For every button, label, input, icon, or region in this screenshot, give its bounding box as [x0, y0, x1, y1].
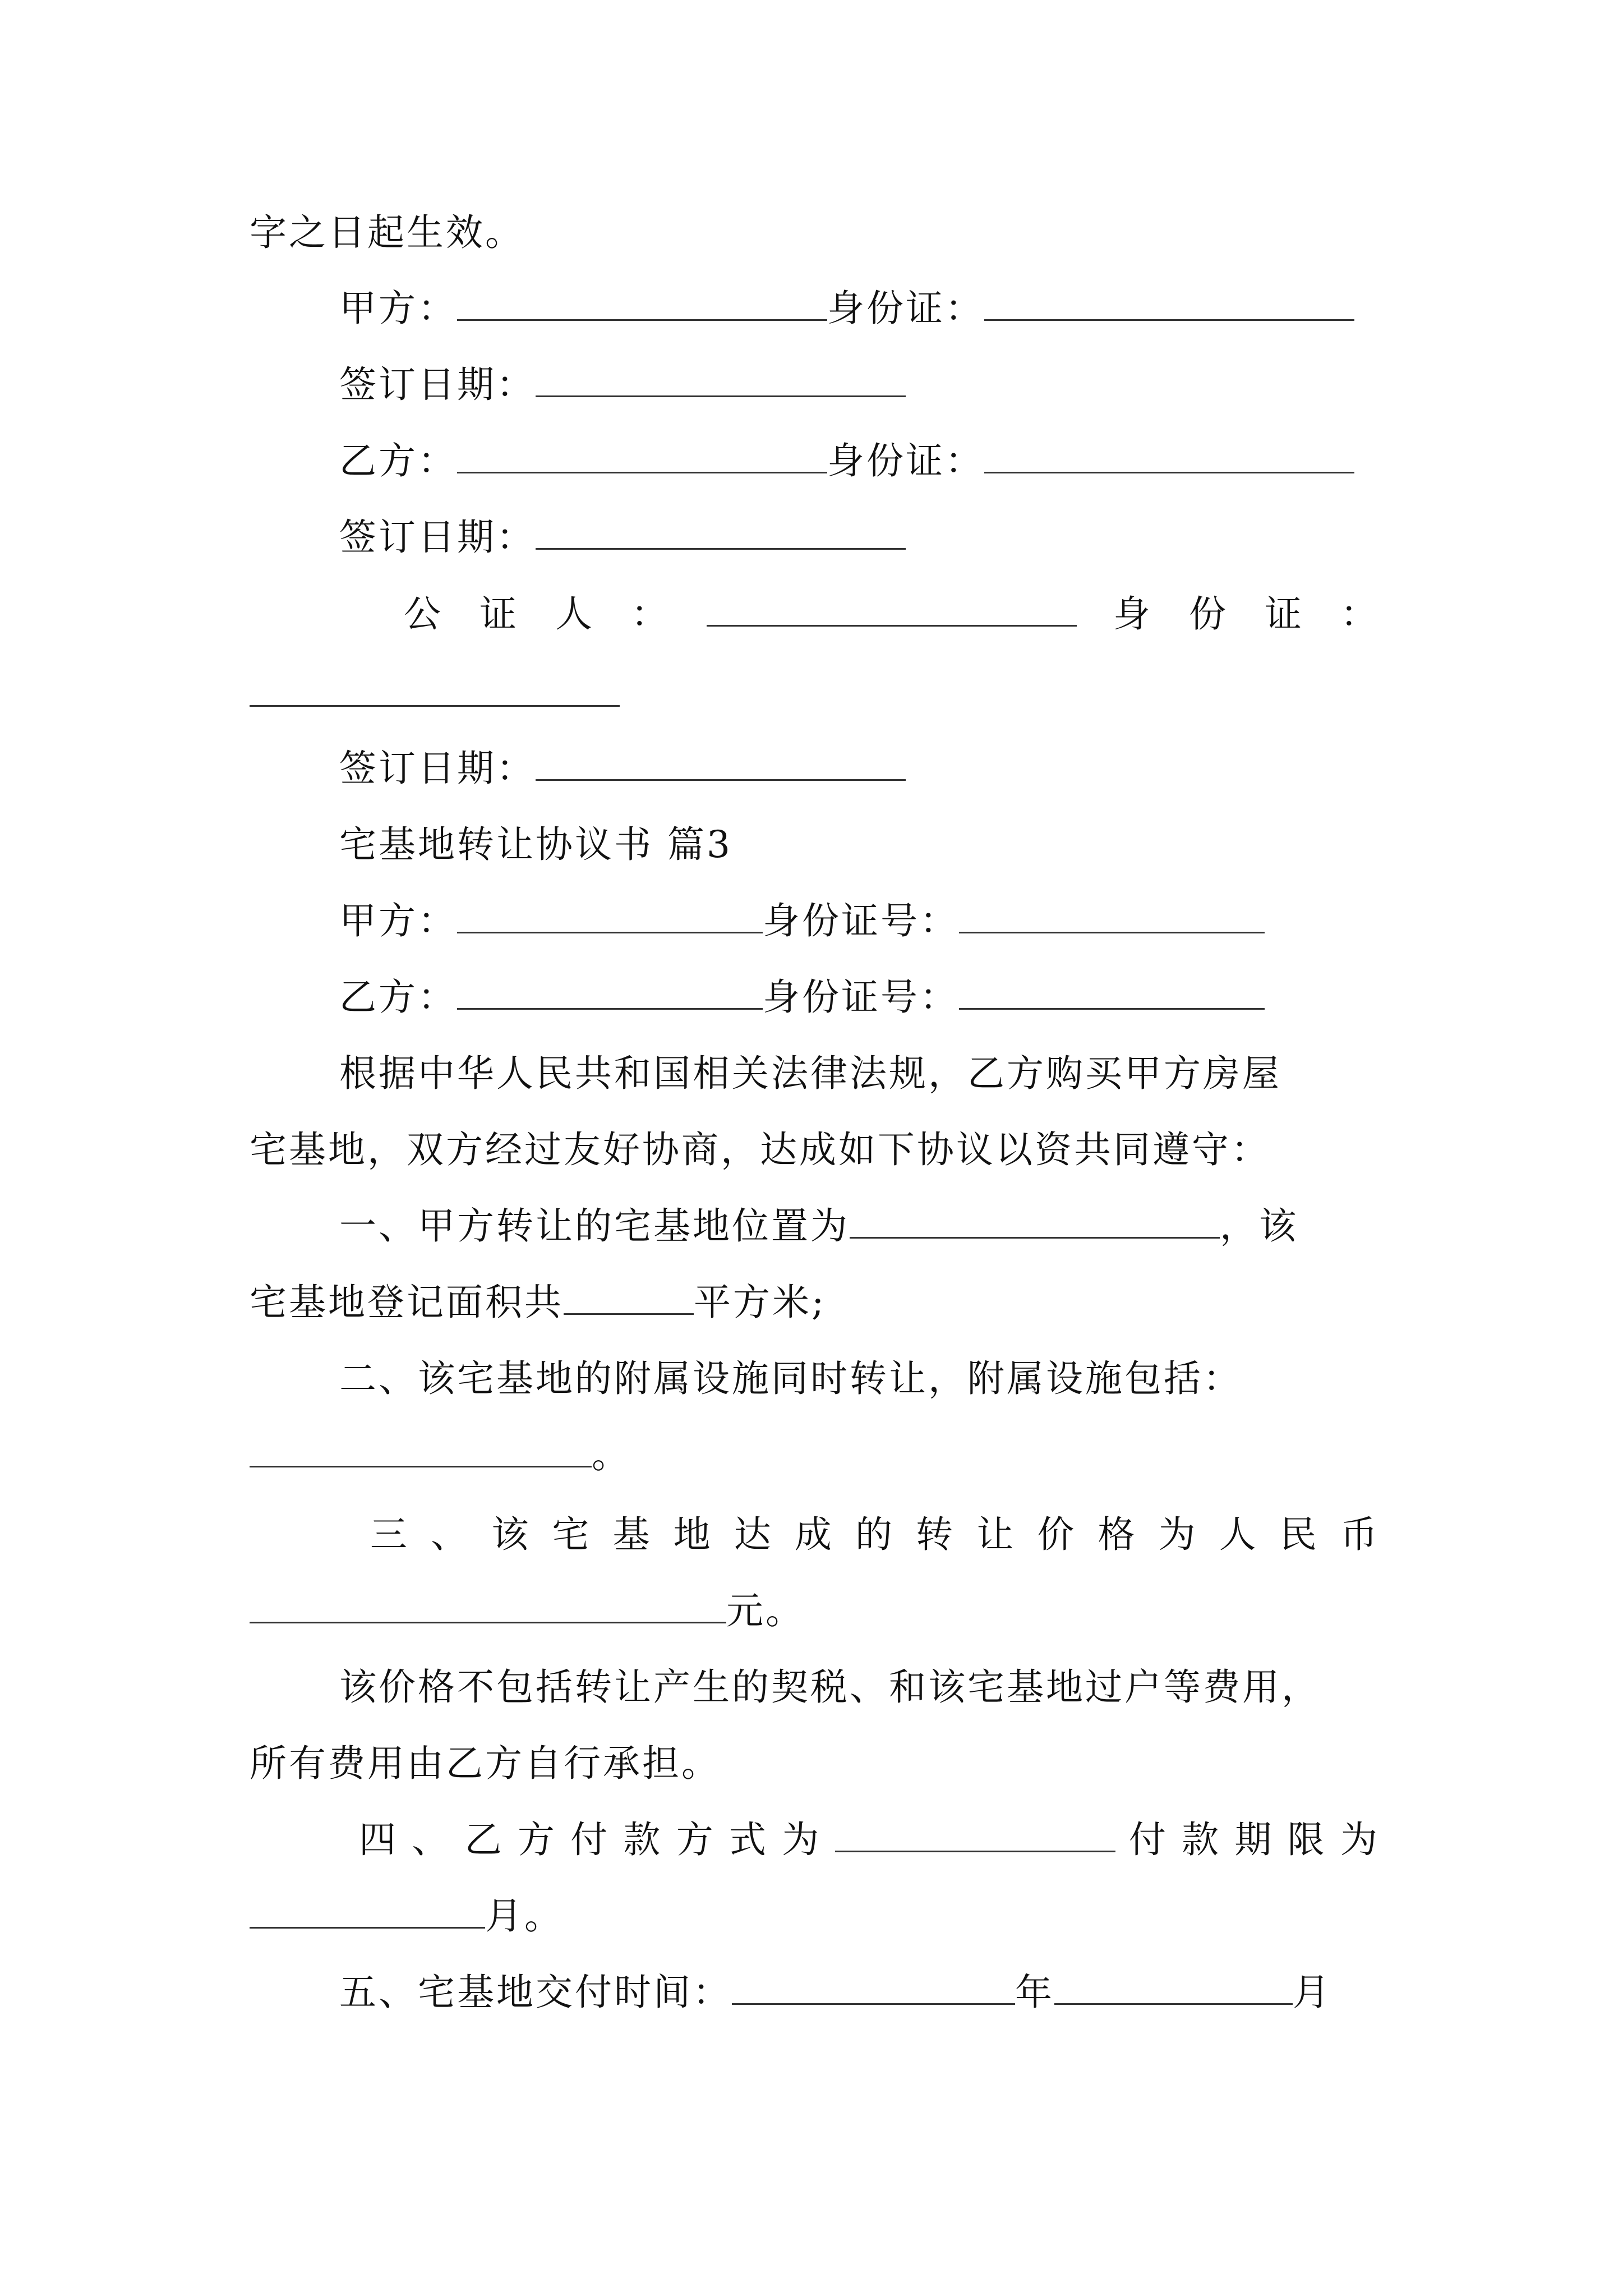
clause-1-line-1 [339, 1198, 1298, 1254]
char: 乙 [464, 1818, 504, 1861]
signature-date-b-line [339, 509, 906, 565]
price-note-line-1 [339, 1659, 1321, 1715]
clause-4-line-2 [250, 1888, 564, 1944]
clause-5-text: 五、宅基地交付时间： [339, 1971, 732, 2014]
blank-party-b-id-number [959, 972, 1265, 1010]
char: 款 [623, 1818, 663, 1861]
notary-line [404, 586, 1380, 642]
char: 达 [734, 1513, 773, 1556]
price-note-text-1: 该价格不包括转让产生的契税、和该宅基地过户等费用， [339, 1665, 1321, 1709]
blank-party-a-name [457, 896, 763, 933]
blank-party-a-id [984, 283, 1354, 321]
char: 该 [491, 1513, 531, 1556]
clause-2-line-1 [339, 1351, 1242, 1407]
blank-party-a-id-number [959, 896, 1265, 933]
blank-notary-id [250, 669, 620, 707]
blank-party-b-name [457, 972, 763, 1010]
blank-area [564, 1277, 694, 1315]
text: 字之日起生效。 [250, 211, 524, 254]
blank-facilities [250, 1430, 592, 1467]
price-note-text-2: 所有费用由乙方自行承担。 [250, 1742, 721, 1785]
char: 为 [1158, 1513, 1198, 1556]
char: 格 [1098, 1513, 1137, 1556]
blank-price [250, 1586, 726, 1623]
blank-party-a-signature [457, 283, 827, 321]
char: 价 [1037, 1513, 1077, 1556]
char: 宅 [552, 1513, 592, 1556]
char: 付 [1128, 1818, 1168, 1861]
signature-party-b-line [339, 433, 1354, 489]
label-party-a: 甲方： [339, 899, 457, 942]
char: 式 [728, 1818, 768, 1861]
char: 付 [570, 1818, 610, 1861]
intro-text-1: 根据中华人民共和国相关法律法规，乙方购买甲方房屋 [339, 1052, 1281, 1095]
char: 基 [612, 1513, 652, 1556]
clause-1-line-2 [250, 1274, 826, 1331]
clause-3-end: 元。 [726, 1589, 805, 1632]
clause-1-area-text: 宅基地登记面积共 [250, 1281, 564, 1324]
label-party-b: 乙方： [339, 439, 457, 482]
section-title-text: 宅基地转让协议书 篇3 [339, 823, 732, 866]
label-sign-date: 签订日期： [339, 747, 536, 790]
notary-date-line [339, 740, 906, 797]
clause-3-line-1 [370, 1507, 1380, 1563]
char: 证 [479, 592, 519, 636]
char: 份 [1189, 592, 1228, 636]
char: 人 [555, 592, 594, 636]
blank-delivery-month [1054, 1967, 1293, 2005]
clause-3-line-2 [250, 1583, 805, 1639]
intro-line-1 [339, 1046, 1281, 1102]
char: 让 [976, 1513, 1016, 1556]
char: ： [1340, 592, 1380, 636]
char: 为 [1340, 1818, 1380, 1861]
clause-2-text: 二、该宅基地的附属设施同时转让，附属设施包括： [339, 1357, 1242, 1400]
blank-notary-signature [707, 589, 1077, 627]
char: 身 [1113, 592, 1152, 636]
label-id: 身份证： [827, 287, 984, 330]
clause-5-year: 年 [1015, 1971, 1054, 2014]
char: 成 [794, 1513, 834, 1556]
clause-2-line-2 [250, 1427, 631, 1483]
char: 方 [676, 1818, 716, 1861]
label-party-a: 甲方： [339, 287, 457, 330]
char: 的 [855, 1513, 895, 1556]
clause-1-unit: 平方米; [694, 1281, 827, 1324]
party-b-line [339, 969, 1265, 1025]
label-sign-date: 签订日期： [339, 363, 536, 406]
char: 地 [673, 1513, 713, 1556]
clause-4-end: 月。 [485, 1894, 564, 1938]
char: 四 [359, 1818, 398, 1861]
char: 公 [404, 592, 443, 636]
intro-line-2 [250, 1122, 1270, 1178]
blank-sign-date-b [536, 512, 906, 550]
clause-1-text: 一、甲方转让的宅基地位置为 [339, 1204, 850, 1248]
signature-party-a-line [339, 280, 1354, 337]
label-id-number: 身份证号： [763, 899, 959, 942]
blank-payment-period [250, 1891, 485, 1929]
blank-party-b-id [984, 436, 1354, 473]
blank-location [850, 1201, 1220, 1239]
price-note-line-2 [250, 1736, 721, 1792]
char: ： [631, 592, 670, 636]
blank-notary-date [536, 743, 906, 781]
blank-delivery-year [732, 1967, 1015, 2005]
char: 限 [1287, 1818, 1327, 1861]
blank-party-b-signature [457, 436, 827, 473]
char: 、 [412, 1818, 451, 1861]
text-line-effective [250, 205, 524, 261]
clause-5-month: 月 [1293, 1971, 1332, 2014]
char: 为 [782, 1818, 822, 1861]
clause-4-line-1 [359, 1812, 1380, 1868]
clause-5-line-1 [339, 1964, 1332, 2021]
char: 证 [1265, 592, 1304, 636]
char: 转 [916, 1513, 956, 1556]
char: 币 [1340, 1513, 1380, 1556]
char: 人 [1219, 1513, 1258, 1556]
clause-1-text-end: ，该 [1220, 1204, 1298, 1248]
blank-sign-date-a [536, 360, 906, 397]
char: 期 [1234, 1818, 1274, 1861]
char: 、 [431, 1513, 471, 1556]
section-title [339, 817, 732, 873]
label-id: 身份证： [827, 439, 984, 482]
char: 方 [517, 1818, 557, 1861]
label-id-number: 身份证号： [763, 976, 959, 1019]
char: 款 [1182, 1818, 1221, 1861]
label-party-b: 乙方： [339, 976, 457, 1019]
char: 民 [1279, 1513, 1319, 1556]
clause-2-end: 。 [592, 1433, 631, 1476]
label-sign-date: 签订日期： [339, 516, 536, 559]
notary-id-blank-line [250, 666, 620, 723]
signature-date-a-line [339, 357, 906, 413]
party-a-line [339, 893, 1265, 949]
char: 三 [370, 1513, 409, 1556]
blank-payment-method [835, 1815, 1115, 1852]
intro-text-2: 宅基地，双方经过友好协商，达成如下协议以资共同遵守： [250, 1128, 1270, 1171]
